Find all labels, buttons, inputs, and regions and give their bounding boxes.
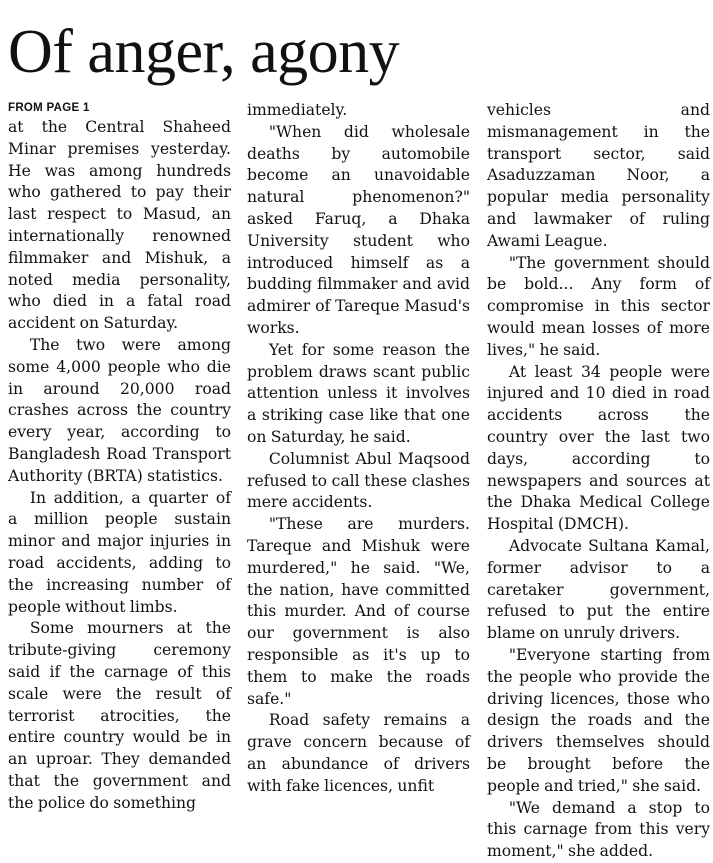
article-paragraph: In addition, a quarter of a million people sustain minor and major injuries in road accidents, adding to the increasing number of people without limbs. <box>8 488 231 616</box>
article-paragraph: The two were among some 4,000 people who die in around 20,000 road crashes across the country every year, according to Bangladesh Road Transport Authority (BRTA) statistics. <box>8 335 231 485</box>
article-paragraph: Yet for some reason the problem draws scant public attention unless it involves a striking case like that one on Saturday, he said. <box>247 340 470 446</box>
article-paragraph: "The government should be bold... Any form of compromise in this sector would mean losses of more lives," he said. <box>487 253 710 359</box>
article-column-3 <box>487 100 710 863</box>
article-paragraph: Some mourners at the tribute-giving ceremony said if the carnage of this scale were the result of terrorist atrocities, the entire country would be in an uproar. They demanded that the government and the police do something <box>8 619 231 812</box>
article-paragraph: Road safety remains a grave concern because of an abundance of drivers with fake licences, unfit <box>247 711 470 795</box>
article-paragraph: vehicles and mismanagement in the transport sector, said Asaduzzaman Noor, a popular media personality and lawmaker of ruling Awami League. <box>487 101 710 250</box>
headline: Of anger, agony <box>8 18 400 86</box>
article-paragraph: Columnist Abul Maqsood refused to call these clashes mere accidents. <box>247 449 470 512</box>
article-paragraph: "Everyone starting from the people who provide the driving licences, those who design the roads and the drivers themselves should be brought before the people and tried," she said. <box>487 645 710 795</box>
article-paragraph: "When did wholesale deaths by automobile become an unavoidable natural phenomenon?" asked Faruq, a Dhaka University student who introduced himself as a budding filmmaker and avid admirer of Tareque Masud's works. <box>247 122 470 337</box>
article-column-2 <box>247 100 470 798</box>
article-paragraph: Advocate Sultana Kamal, former advisor to a caretaker government, refused to put the entire blame on unruly drivers. <box>487 536 710 643</box>
article-paragraph: immediately. <box>247 101 348 119</box>
article-paragraph: "These are murders. Tareque and Mishuk were murdered," he said. "We, the nation, have committed this murder. And of course our government is also responsible as it's up to them to make the roads safe." <box>247 515 470 708</box>
article-paragraph: At least 34 people were injured and 10 died in road accidents across the country over the last two days, according to newspapers and sources at the Dhaka Medical College Hospital (DMCH). <box>487 362 710 534</box>
article-paragraph: at the Central Shaheed Minar premises yesterday. He was among hundreds who gathered to pay their last respect to Masud, an internationally renowned filmmaker and Mishuk, a noted media personality, who died in a fatal road accident on Saturday. <box>8 118 231 333</box>
continuation-kicker: FROM PAGE 1 <box>8 102 90 114</box>
article-column-1 <box>8 117 231 815</box>
article-paragraph: "We demand a stop to this carnage from this very moment," she added. <box>487 798 710 861</box>
